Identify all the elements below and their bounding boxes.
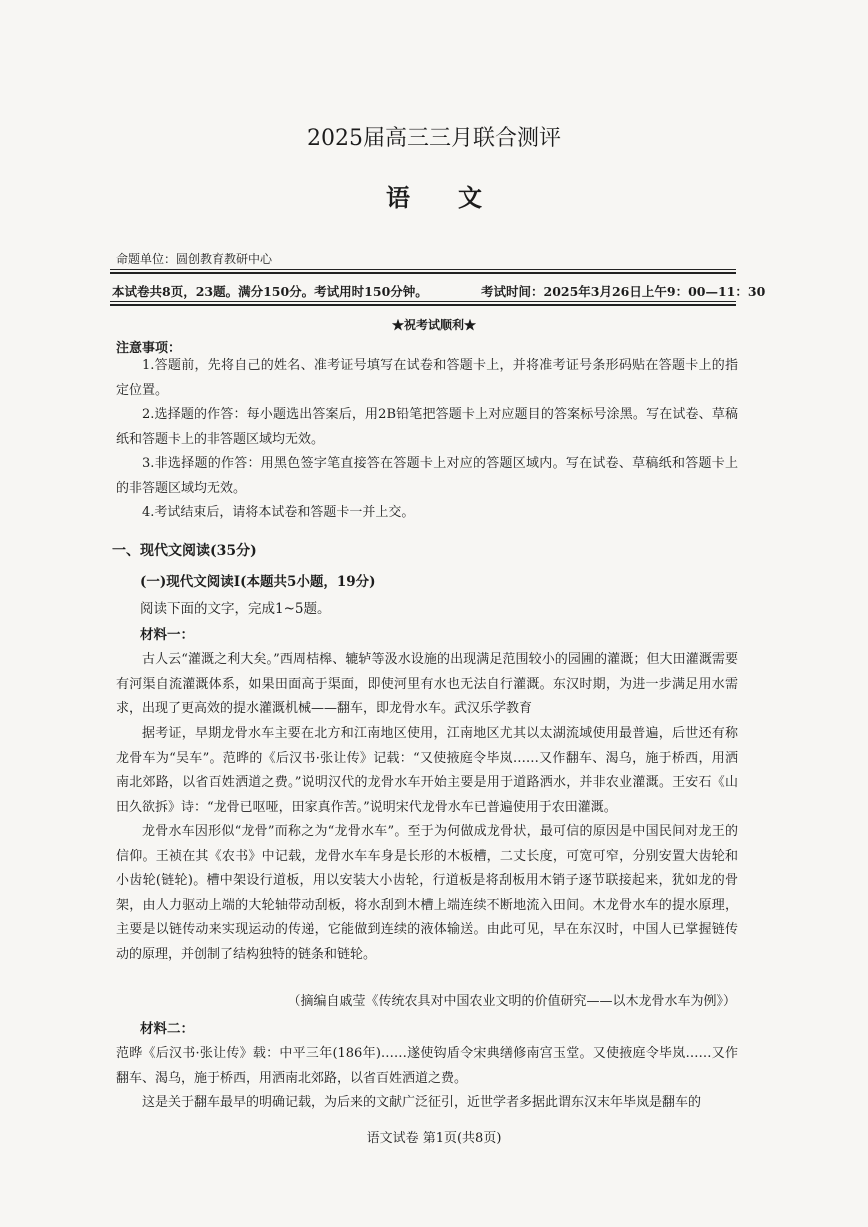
blessing-line: ★祝考试顺利★ xyxy=(391,318,476,332)
material2-paragraph: 这是关于翻车最早的明确记载，为后来的文献广泛征引，近世学者多据此谓东汉末年毕岚是翻车的 xyxy=(142,1095,702,1110)
reading-instruction: 阅读下面的文字，完成1~5题。 xyxy=(140,601,331,617)
notice-item: 3.非选择题的作答：用黑色签字笔直接答在答题卡上对应的答题区域内。写在试卷、草稿纸和答题卡上的非答题区域均无效。 xyxy=(116,456,738,496)
notice-item: 4.考试结束后，请将本试卷和答题卡一并上交。 xyxy=(142,505,415,520)
material2-paragraph: 范晔《后汉书·张让传》载：中平三年(186年)……遂使钩盾令宋典缮修南宫玉堂。又使掖庭令毕岚……又作翻车、渴乌，施于桥西，用洒南北郊路，以省百姓洒道之费。 xyxy=(116,1046,738,1086)
divider-bottom xyxy=(110,301,736,302)
material1-label: 材料一： xyxy=(140,627,194,643)
divider-top xyxy=(110,269,736,270)
exam-info-left: 本试卷共8页，23题。满分150分。考试用时150分钟。 xyxy=(112,284,428,299)
material1-paragraph: 据考证，早期龙骨水车主要在北方和江南地区使用，江南地区尤其以太湖流域使用最普遍，后世还有称龙骨车为“吴车”。范晔的《后汉书·张让传》记载：“又使掖庭令毕岚……又作翻车、渴乌，施于桥西，用洒南北郊路，以省百姓洒道之费。”说明汉代的龙骨水车开始主要是用于道路洒水，并非农业灌溉。王安石《山田久欲拆》诗：“龙骨已呕哑，田家真作苦。”说明宋代龙骨水车已普遍使用于农田灌溉。 xyxy=(116,726,738,815)
section-heading: 一、现代文阅读(35分) xyxy=(112,543,257,559)
page-footer: 语文试卷 第1页(共8页) xyxy=(366,1131,502,1146)
material1-paragraph: 龙骨水车因形似“龙骨”而称之为“龙骨水车”。至于为何做成龙骨状，最可信的原因是中国民间对龙王的信仰。王祯在其《农书》中记载，龙骨水车车身是长形的木板槽，二丈长度，可宽可窄，分别安置大齿轮和小齿轮(链轮)。槽中架设行道板，用以安装大小齿轮，行道板是将刮板用木销子逐节联接起来，犹如龙的骨架，由人力驱动上端的大轮轴带动刮板，将水刮到木槽上端连续不断地流入田间。木龙骨水车的提水原理，主要是以链传动来实现运动的传递，它能做到连续的液体输送。由此可见，早在东汉时，中国人已掌握链传动的原理，并创制了结构独特的链条和链轮。 xyxy=(116,824,738,962)
setter-line: 命题单位：圆创教育教研中心 xyxy=(116,252,273,266)
subsection-heading: (一)现代文阅读Ⅰ(本题共5小题，19分) xyxy=(140,574,376,590)
material1-source: （摘编自戚莹《传统农具对中国农业文明的价值研究——以木龙骨水车为例》） xyxy=(287,994,736,1009)
divider-bottom-thick xyxy=(110,304,736,306)
notice-item: 1.答题前，先将自己的姓名、准考证号填写在试卷和答题卡上，并将准考证号条形码贴在答题卡上的指定位置。 xyxy=(116,358,738,398)
notice-item: 2.选择题的作答：每小题选出答案后，用2B铅笔把答题卡上对应题目的答案标号涂黑。写在试卷、草稿纸和答题卡上的非答题区域均无效。 xyxy=(116,407,738,447)
material1-paragraph: 古人云“灌溉之利大矣。”西周桔槔、辘轳等汲水设施的出现满足范围较小的园圃的灌溉；但大田灌溉需要有河渠自流灌溉体系，如果田面高于渠面，即使河里有水也无法自行灌溉。东汉时期，为进一步满足用水需求，出现了更高效的提水灌溉机械——翻车，即龙骨水车。武汉乐学教育 xyxy=(116,652,738,716)
notice-heading: 注意事项： xyxy=(116,341,182,356)
material2-label: 材料二： xyxy=(140,1021,194,1037)
subject-title: 语文 xyxy=(386,183,530,212)
exam-info-right: 考试时间：2025年3月26日上午9：00—11：30 xyxy=(481,284,766,299)
exam-title: 2025届高三三月联合测评 xyxy=(307,126,561,151)
divider-top-thick xyxy=(110,272,736,274)
